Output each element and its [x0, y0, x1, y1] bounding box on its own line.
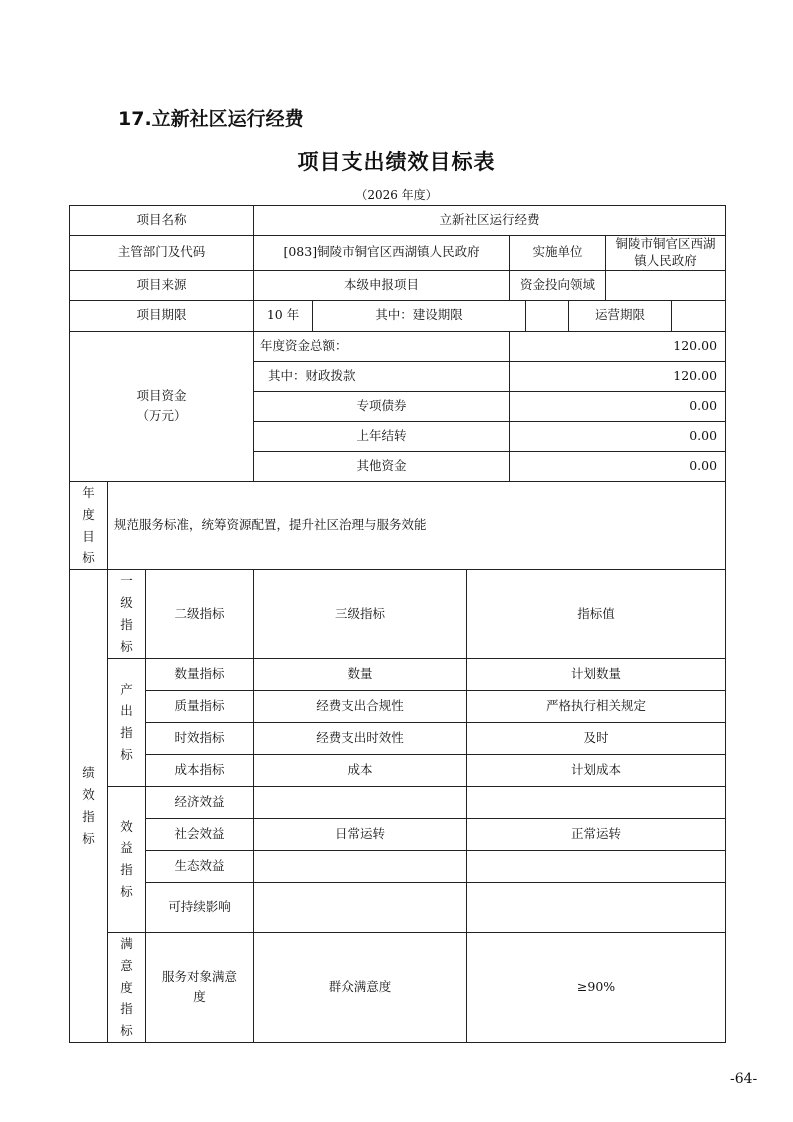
annual-goal-label: 年度目标 — [70, 481, 108, 570]
funds-total-value: 120.00 — [510, 331, 726, 361]
period-label: 项目期限 — [70, 300, 254, 331]
performance-label: 绩效指标 — [70, 570, 108, 1043]
level2-cell: 质量指标 — [146, 690, 254, 722]
row-funds-total — [70, 331, 726, 361]
department-label: 主管部门及代码 — [70, 236, 254, 271]
implementer-label: 实施单位 — [510, 236, 606, 271]
level3-cell: 数量 — [254, 658, 467, 690]
row-department — [70, 236, 726, 271]
level3-cell: 日常运转 — [254, 818, 467, 850]
level3-cell: 成本 — [254, 754, 467, 786]
funds-carryover-label: 上年结转 — [254, 421, 510, 451]
department-value: [083]铜陵市铜官区西湖镇人民政府 — [254, 236, 510, 271]
funds-fiscal-value: 120.00 — [510, 361, 726, 391]
period-value: 10 年 — [254, 301, 313, 331]
ops-period-value — [672, 301, 725, 331]
funds-label: 项目资金（万元） — [70, 331, 254, 481]
level3-cell: 经费支出合规性 — [254, 690, 467, 722]
build-period-value — [526, 301, 569, 331]
value-cell: 严格执行相关规定 — [467, 690, 726, 722]
build-period-label: 其中：建设期限 — [313, 301, 526, 331]
funds-other-label: 其他资金 — [254, 451, 510, 481]
level2-cell: 经济效益 — [146, 786, 254, 818]
implementer-value: 铜陵市铜官区西湖镇人民政府 — [606, 236, 726, 271]
output-indicator-label: 产出指标 — [108, 658, 146, 786]
value-cell: 正常运转 — [467, 818, 726, 850]
field-value — [606, 270, 726, 300]
project-name-value: 立新社区运行经费 — [254, 206, 726, 236]
header-value: 指标值 — [467, 570, 726, 659]
row-indicator-header — [70, 570, 726, 659]
header-level1: 一级指标 — [108, 570, 146, 659]
section-heading: 17.立新社区运行经费 — [118, 108, 304, 130]
table-row — [70, 818, 726, 850]
header-level2: 二级指标 — [146, 570, 254, 659]
level3-cell — [254, 850, 467, 882]
row-project-name — [70, 206, 726, 236]
value-cell: 及时 — [467, 722, 726, 754]
source-label: 项目来源 — [70, 270, 254, 300]
table-row — [70, 786, 726, 818]
funds-fiscal-label: 其中：财政拨款 — [254, 361, 510, 391]
row-period — [70, 300, 726, 331]
level2-cell: 可持续影响 — [146, 882, 254, 932]
table-row — [70, 722, 726, 754]
value-cell: ≥90% — [467, 932, 726, 1042]
level2-cell: 时效指标 — [146, 722, 254, 754]
table-row — [70, 690, 726, 722]
value-cell: 计划成本 — [467, 754, 726, 786]
value-cell — [467, 850, 726, 882]
table-row — [70, 932, 726, 1042]
table-row — [70, 754, 726, 786]
page-number: -64- — [730, 1071, 758, 1087]
level2-cell: 数量指标 — [146, 658, 254, 690]
level2-cell: 生态效益 — [146, 850, 254, 882]
benefit-indicator-label: 效益指标 — [108, 786, 146, 932]
performance-goal-table — [69, 205, 726, 1043]
table-row — [70, 658, 726, 690]
project-name-label: 项目名称 — [70, 206, 254, 236]
funds-total-label: 年度资金总额： — [254, 331, 510, 361]
level2-cell: 服务对象满意度 — [146, 932, 254, 1042]
level3-cell — [254, 786, 467, 818]
level3-cell: 经费支出时效性 — [254, 722, 467, 754]
fiscal-year: （2026 年度） — [355, 188, 438, 202]
source-value: 本级申报项目 — [254, 270, 510, 300]
level3-cell — [254, 882, 467, 932]
field-label: 资金投向领域 — [510, 270, 606, 300]
header-level3: 三级指标 — [254, 570, 467, 659]
annual-goal-text: 规范服务标准，统筹资源配置，提升社区治理与服务效能 — [108, 481, 726, 570]
satisfaction-indicator-label: 满意度指标 — [108, 932, 146, 1042]
funds-bond-value: 0.00 — [510, 391, 726, 421]
ops-period-label: 运营期限 — [569, 301, 672, 331]
value-cell — [467, 786, 726, 818]
row-annual-goal — [70, 481, 726, 570]
level3-cell: 群众满意度 — [254, 932, 467, 1042]
table-title: 项目支出绩效目标表 — [297, 150, 496, 174]
value-cell — [467, 882, 726, 932]
value-cell: 计划数量 — [467, 658, 726, 690]
funds-bond-label: 专项债券 — [254, 391, 510, 421]
funds-other-value: 0.00 — [510, 451, 726, 481]
table-row — [70, 882, 726, 932]
level2-cell: 社会效益 — [146, 818, 254, 850]
level2-cell: 成本指标 — [146, 754, 254, 786]
table-row — [70, 850, 726, 882]
funds-carryover-value: 0.00 — [510, 421, 726, 451]
row-source — [70, 270, 726, 300]
